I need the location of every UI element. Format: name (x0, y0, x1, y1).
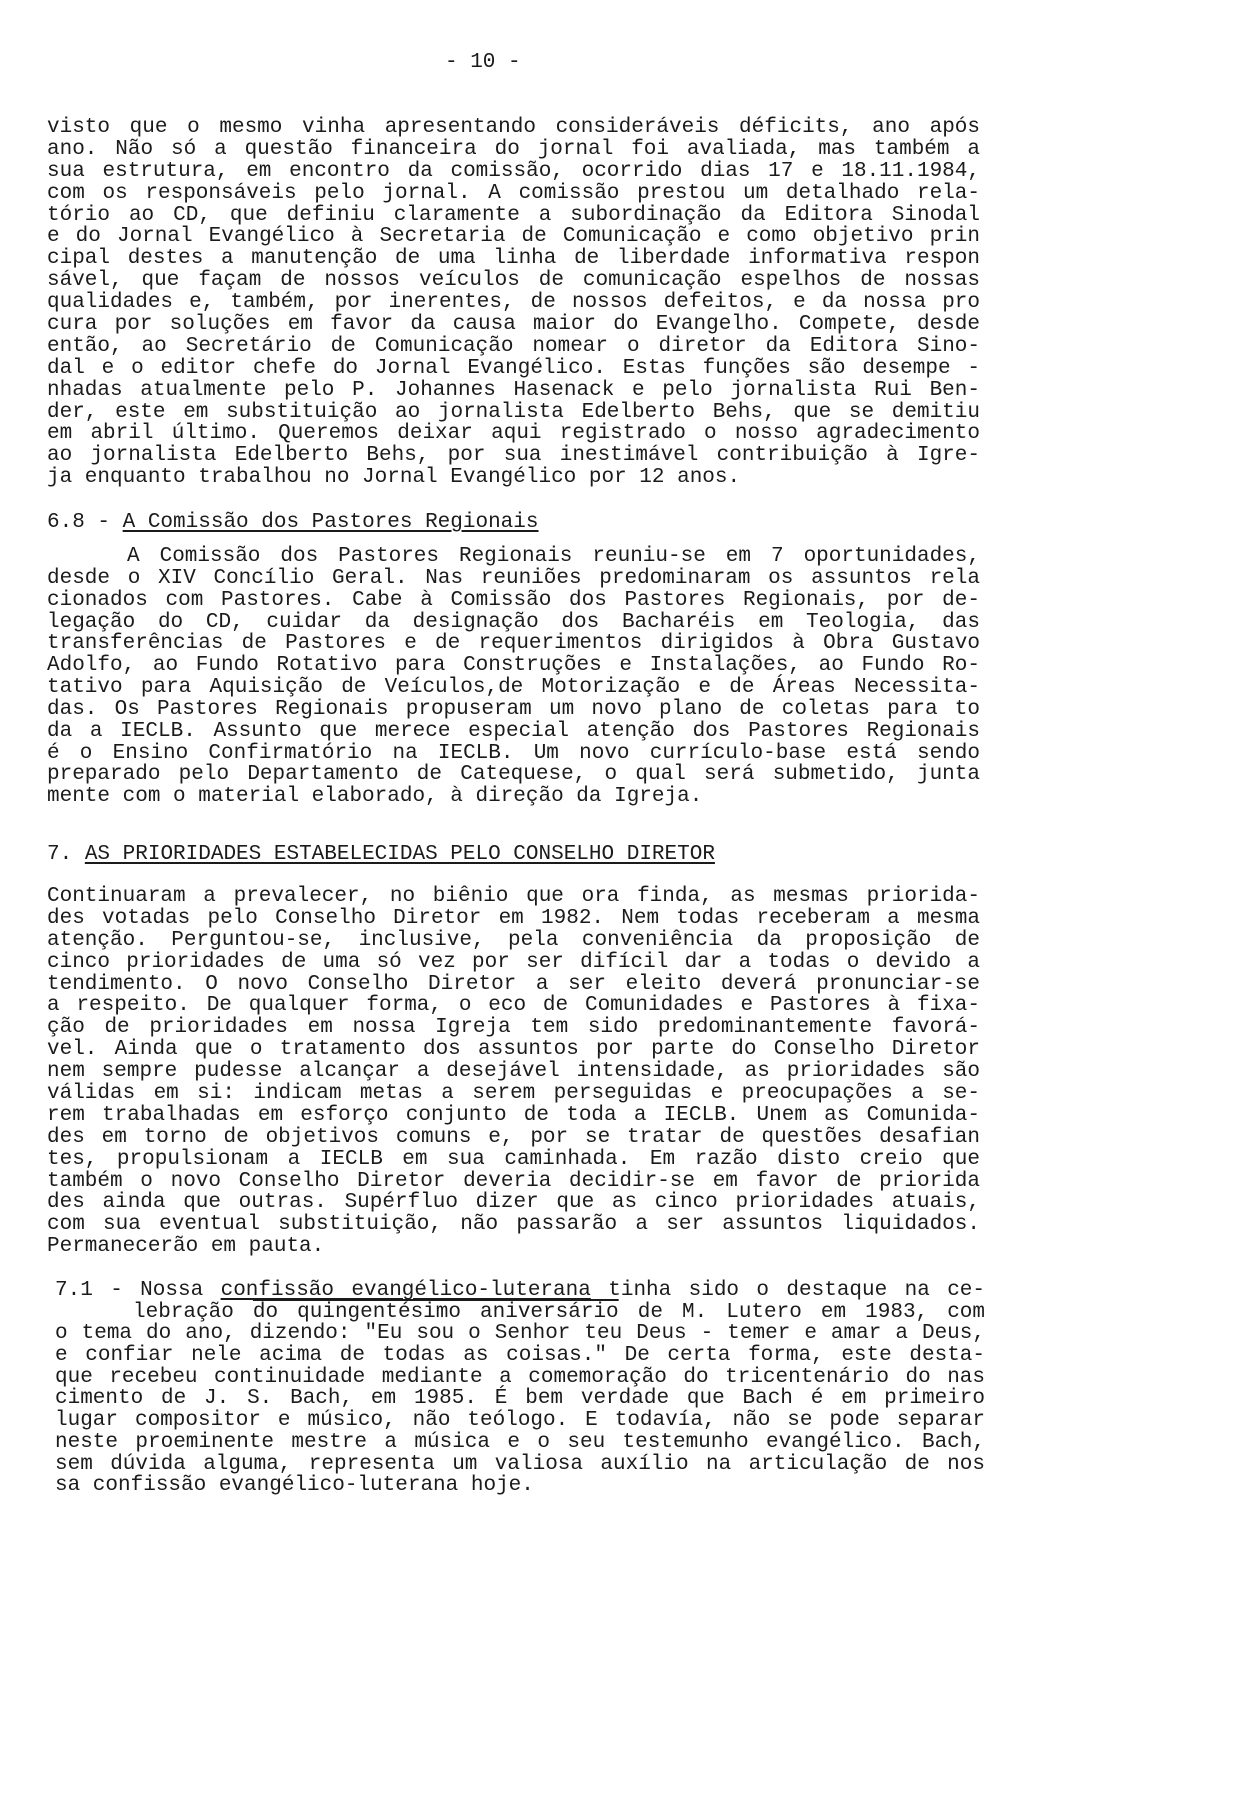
section-7-line: tendimento. O novo Conselho Diretor a ser eleito deverá pronunciar-se (47, 972, 980, 996)
section-6-8-line: das. Os Pastores Regionais propuseram um novo plano de coletas para to (47, 697, 980, 721)
section-7-1-line: lugar compositor e músico, não teólogo. E todavía, não se pode separar (55, 1409, 985, 1433)
section-7-1-lead: 7.1 - Nossa (55, 1279, 204, 1302)
section-7-1-line (55, 1302, 985, 1324)
section-7-1-line-rest: tinha sido o destaque na ce- (608, 1279, 986, 1302)
intro-line: sua estrutura, em encontro da comissão, ocorrido dias 17 e 18.11.1984, (47, 159, 980, 183)
intro-line: nhadas atualmente pelo P. Johannes Hasenack e pelo jornalista Rui Ben- (47, 378, 980, 402)
section-7-line: atenção. Perguntou-se, inclusive, pela conveniência da proposição de (47, 928, 980, 952)
section-7-line: também o novo Conselho Diretor deveria decidir-se em favor de priorida (47, 1169, 980, 1193)
section-7-line: des em torno de objetivos comuns e, por se tratar de questões desafian (47, 1125, 980, 1149)
section-7-line: cinco prioridades de uma só vez por ser difícil dar a todas o devido a (47, 950, 980, 974)
intro-line: ja enquanto trabalhou no Jornal Evangélico por 12 anos. (47, 466, 741, 490)
intro-line: qualidades e, também, por inerentes, de nossos defeitos, e da nossa pro (47, 291, 980, 315)
section-7-line: Permanecerão em pauta. (47, 1235, 325, 1259)
section-7-1-line: o tema do ano, dizendo: "Eu sou o Senhor teu Deus - temer e amar a Deus, (55, 1322, 985, 1346)
intro-line: ano. Não só a questão financeira do jornal foi avaliada, mas também a (47, 137, 980, 161)
section-7-line: vel. Ainda que o tratamento dos assuntos por parte do Conselho Diretor (47, 1038, 980, 1062)
section-6-8-paragraph (47, 546, 980, 808)
section-6-8-line: tativo para Aquisição de Veículos,de Motorização e de Áreas Necessita- (47, 676, 980, 700)
intro-line: visto que o mesmo vinha apresentando consideráveis déficits, ano após (47, 116, 980, 139)
section-7-1-line (55, 1280, 985, 1302)
section-7-1-line: neste proeminente mestre a música e o seu testemunho evangélico. Bach, (55, 1430, 985, 1454)
section-6-8-line: preparado pelo Departamento de Catequese, o qual será submetido, junta (47, 763, 980, 787)
intro-line: cipal destes a manutenção de uma linha de liberdade informativa respon (47, 247, 980, 271)
section-6-8-line: Adolfo, ao Fundo Rotativo para Construções e Instalações, ao Fundo Ro- (47, 654, 980, 678)
section-7-1-line-start: lebração (133, 1300, 234, 1324)
section-7-1-line: sem dúvida alguma, representa um valiosa auxílio na articulação de nos (55, 1452, 985, 1476)
intro-line: com os responsáveis pelo jornal. A comissão prestou um detalhado rela- (47, 181, 980, 205)
section-7-number: 7. (47, 843, 73, 866)
section-7-heading (47, 844, 715, 866)
intro-line: ao jornalista Edelberto Behs, por sua inestimável contribuição à Igre- (47, 444, 980, 468)
section-6-8-line: mente com o material elaborado, à direção da Igreja. (47, 785, 703, 809)
section-7-line: nem sempre pudesse alcançar a desejável intensidade, as prioridades são (47, 1060, 980, 1084)
intro-line: então, ao Secretário de Comunicação nomear o diretor da Editora Sino- (47, 334, 980, 358)
intro-line: der, este em substituição ao jornalista Edelberto Behs, que se demitiu (47, 400, 980, 424)
intro-line: cura por soluções em favor da causa maior do Evangelho. Compete, desde (47, 313, 980, 337)
section-7-line: a respeito. De qualquer forma, o eco de Comunidades e Pastores à fixa- (47, 994, 980, 1018)
section-7-1-line: que recebeu continuidade mediante a comemoração do tricentenário do nas (55, 1365, 985, 1389)
section-6-8-line: transferências de Pastores e de requerimentos dirigidos à Obra Gustavo (47, 632, 980, 656)
section-7-1-line-rest: de M. Lutero em 1983, com (637, 1300, 986, 1324)
section-6-8-line: cionados com Pastores. Cabe à Comissão dos Pastores Regionais, por de- (47, 588, 980, 612)
section-6-8-title: A Comissão dos Pastores Regionais (122, 511, 539, 534)
section-7-line: tes, propulsionam a IECLB em sua caminhada. Em razão disto creio que (47, 1147, 980, 1171)
section-7-line: des ainda que outras. Supérfluo dizer que as cinco prioridades atuais, (47, 1191, 980, 1215)
section-6-8-line: A Comissão dos Pastores Regionais reuniu-se em 7 oportunidades, (127, 545, 980, 568)
section-6-8-line: da a IECLB. Assunto que merece especial atenção dos Pastores Regionais (47, 719, 980, 743)
intro-line: e do Jornal Evangélico à Secretaria de Comunicação e como objetivo prin (47, 225, 980, 249)
section-6-8-line: desde o XIV Concílio Geral. Nas reuniões predominaram os assuntos rela (47, 566, 980, 590)
page-number: - 10 - (445, 51, 521, 74)
section-7-1-paragraph (55, 1280, 985, 1497)
section-6-8-line: é o Ensino Confirmatório na IECLB. Um novo currículo-base está sendo (47, 741, 980, 765)
underlined-phrase: confissão evangélico-luterana (220, 1279, 591, 1302)
section-7-1-line: cimento de J. S. Bach, em 1985. É bem verdade que Bach é em primeiro (55, 1387, 985, 1411)
intro-line: sável, que façam de nossos veículos de comunicação espelhos de nossas (47, 269, 980, 293)
section-7-line: des votadas pelo Conselho Diretor em 1982. Nem todas receberam a mesma (47, 906, 980, 930)
section-7-line: rem trabalhadas em esforço conjunto de toda a IECLB. Unem as Comunida- (47, 1103, 980, 1127)
section-7-line: com sua eventual substituição, não passarão a ser assuntos liquidados. (47, 1213, 980, 1237)
section-7-paragraph (47, 886, 980, 1258)
section-7-line: ção de prioridades em nossa Igreja tem sido predominantemente favorá- (47, 1016, 980, 1040)
section-7-1-line: sa confissão evangélico-luterana hoje. (55, 1474, 534, 1498)
section-6-8-line: legação do CD, cuidar da designação dos Bacharéis em Teologia, das (47, 610, 980, 634)
section-6-8-number: 6.8 - (47, 511, 111, 534)
intro-line: tório ao CD, que definiu claramente a subordinação da Editora Sinodal (47, 203, 980, 227)
section-7-line: válidas em si: indicam metas a serem perseguidas e preocupações a se- (47, 1082, 980, 1106)
section-7-1-line: e confiar nele acima de todas as coisas." De certa forma, este desta- (55, 1344, 985, 1368)
section-7-title: AS PRIORIDADES ESTABELECIDAS PELO CONSELHO DIRETOR (84, 843, 715, 866)
intro-line: dal e o editor chefe do Jornal Evangélico. Estas funções são desempe - (47, 356, 980, 380)
section-7-line: Continuaram a prevalecer, no biênio que ora finda, as mesmas priorida- (47, 885, 980, 908)
marked-phrase: do quingentésimo aniversário (252, 1300, 619, 1324)
intro-paragraph (47, 117, 980, 489)
section-6-8-heading (47, 512, 539, 534)
intro-line: em abril último. Queremos deixar aqui registrado o nosso agradecimento (47, 422, 980, 446)
